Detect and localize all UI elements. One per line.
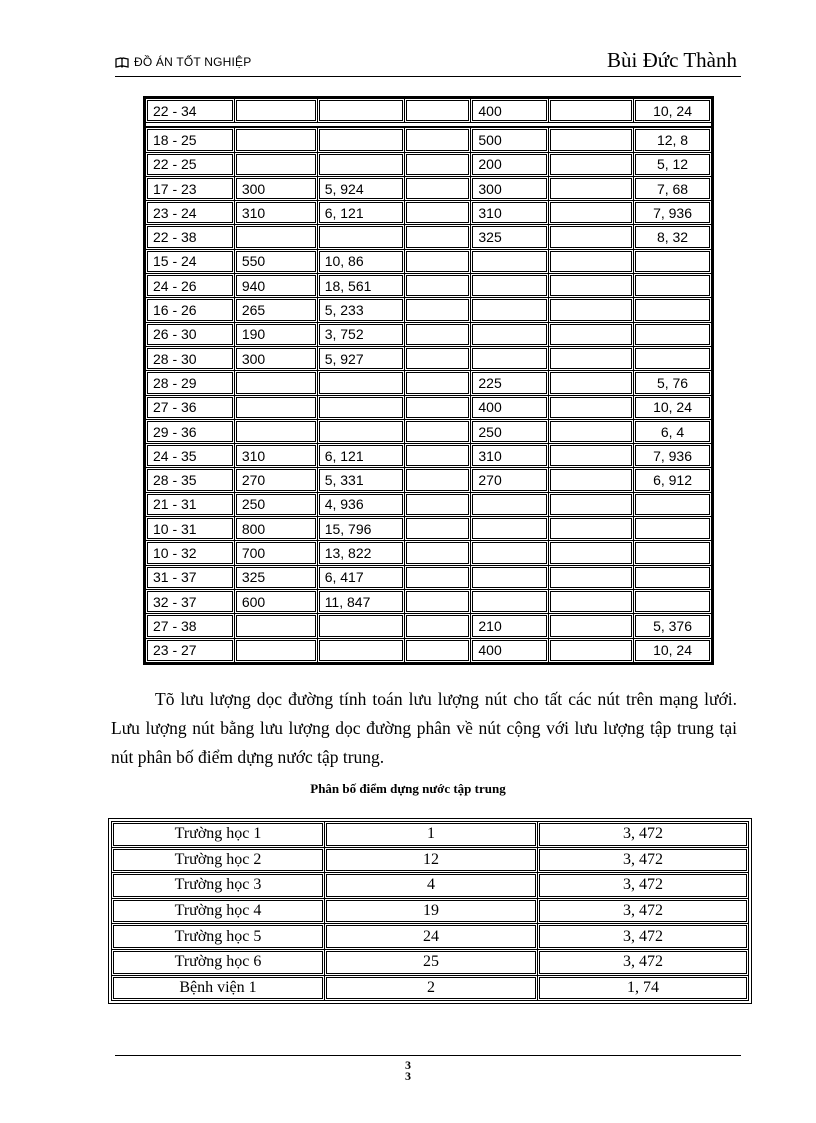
table-cell — [471, 249, 549, 273]
table-row — [146, 322, 712, 346]
concentrated-demand-table — [108, 818, 752, 1004]
table-cell — [471, 517, 549, 541]
table-cell — [404, 444, 471, 468]
table-cell — [404, 99, 471, 123]
table-cell — [634, 274, 712, 298]
table-cell — [549, 395, 634, 419]
table-cell — [549, 638, 634, 662]
page-header — [115, 48, 741, 74]
table-cell — [549, 249, 634, 273]
table-row — [112, 924, 749, 950]
table-cell: 5, 12 — [634, 152, 712, 176]
table-cell — [549, 298, 634, 322]
table-cell: 22 - 38 — [146, 225, 235, 249]
table-cell — [234, 99, 317, 123]
table-cell: 310 — [234, 444, 317, 468]
table-cell: 210 — [471, 614, 549, 638]
table-row — [146, 225, 712, 249]
table-cell — [634, 589, 712, 613]
table-cell: 8, 32 — [634, 225, 712, 249]
table-cell — [549, 589, 634, 613]
table-cell: Trường học 4 — [112, 898, 325, 924]
table-cell: 3, 472 — [538, 949, 749, 975]
table-cell: 3, 472 — [538, 847, 749, 873]
table-cell — [549, 176, 634, 200]
table-cell: 24 - 26 — [146, 274, 235, 298]
table-cell: 28 - 29 — [146, 371, 235, 395]
footer-divider — [115, 1055, 741, 1056]
table-cell — [404, 298, 471, 322]
table-cell — [404, 565, 471, 589]
table-cell: 300 — [234, 176, 317, 200]
table-cell: 3, 472 — [538, 898, 749, 924]
table-cell — [317, 152, 404, 176]
table-row — [146, 249, 712, 273]
table-cell: 400 — [471, 99, 549, 123]
table-cell — [404, 589, 471, 613]
table-cell: 25 — [325, 949, 538, 975]
table-cell: 4, 936 — [317, 492, 404, 516]
table-cell: Trường học 3 — [112, 873, 325, 899]
table-cell — [549, 419, 634, 443]
table-cell — [471, 541, 549, 565]
table-cell — [549, 322, 634, 346]
table-cell — [404, 176, 471, 200]
book-icon — [115, 57, 129, 68]
table-cell: 5, 331 — [317, 468, 404, 492]
table-cell — [471, 322, 549, 346]
table-cell — [234, 152, 317, 176]
table-cell: Trường học 5 — [112, 924, 325, 950]
table-row — [146, 638, 712, 662]
table-cell: 18 - 25 — [146, 127, 235, 152]
table-cell: Trường học 2 — [112, 847, 325, 873]
table-row — [146, 395, 712, 419]
table-cell — [471, 274, 549, 298]
table-cell: 250 — [471, 419, 549, 443]
table-cell: 10 - 31 — [146, 517, 235, 541]
table-cell — [549, 517, 634, 541]
table-cell — [549, 468, 634, 492]
table-cell: 16 - 26 — [146, 298, 235, 322]
table-cell: 7, 936 — [634, 444, 712, 468]
table-cell — [634, 541, 712, 565]
table-row — [112, 975, 749, 1001]
document-type-title: ĐỒ ÁN TỐT NGHIỆP — [134, 55, 252, 69]
table-cell: 32 - 37 — [146, 589, 235, 613]
table-cell — [471, 492, 549, 516]
table-row — [146, 274, 712, 298]
table-cell — [404, 492, 471, 516]
table-row — [146, 444, 712, 468]
table-cell: 10, 24 — [634, 638, 712, 662]
table-cell — [549, 152, 634, 176]
table-cell: 28 - 35 — [146, 468, 235, 492]
table-row — [112, 898, 749, 924]
table-row — [112, 873, 749, 899]
table-cell — [634, 249, 712, 273]
table-cell: 5, 924 — [317, 176, 404, 200]
table-cell: 10, 24 — [634, 99, 712, 123]
table-cell: 300 — [234, 346, 317, 370]
table-cell: 940 — [234, 274, 317, 298]
table-cell: 265 — [234, 298, 317, 322]
table-cell: 1, 74 — [538, 975, 749, 1001]
table-cell: 3, 472 — [538, 924, 749, 950]
table-cell: 6, 4 — [634, 419, 712, 443]
table-cell — [404, 152, 471, 176]
table-cell: 24 — [325, 924, 538, 950]
table-cell: 10, 24 — [634, 395, 712, 419]
table-row — [112, 847, 749, 873]
table-cell: 250 — [234, 492, 317, 516]
table-row — [146, 517, 712, 541]
table-cell — [404, 127, 471, 152]
table-cell: 3, 472 — [538, 822, 749, 848]
table-row — [146, 99, 712, 123]
table-cell: 15 - 24 — [146, 249, 235, 273]
table-cell — [549, 127, 634, 152]
table-row — [146, 589, 712, 613]
table-cell — [404, 225, 471, 249]
table-cell: 2 — [325, 975, 538, 1001]
table-row — [112, 949, 749, 975]
table-cell — [549, 492, 634, 516]
table-cell — [317, 395, 404, 419]
table-cell — [404, 371, 471, 395]
table-cell: 5, 927 — [317, 346, 404, 370]
table-cell: 310 — [471, 444, 549, 468]
table-cell — [549, 201, 634, 225]
table-cell — [634, 565, 712, 589]
table-cell: 6, 417 — [317, 565, 404, 589]
table-cell — [549, 346, 634, 370]
table-cell — [404, 395, 471, 419]
table-row — [146, 176, 712, 200]
table-cell: 15, 796 — [317, 517, 404, 541]
table-cell — [634, 322, 712, 346]
author-name: Bùi Đức Thành — [607, 48, 737, 72]
table-cell: 22 - 34 — [146, 99, 235, 123]
table-cell — [404, 614, 471, 638]
table-cell: 21 - 31 — [146, 492, 235, 516]
table-row — [146, 614, 712, 638]
table-cell — [549, 274, 634, 298]
table-cell: Trường học 1 — [112, 822, 325, 848]
table-cell — [549, 371, 634, 395]
table-cell: 12 — [325, 847, 538, 873]
table-row — [146, 468, 712, 492]
table-cell — [234, 371, 317, 395]
table-row — [146, 346, 712, 370]
table-cell: 7, 68 — [634, 176, 712, 200]
table-cell: 18, 561 — [317, 274, 404, 298]
table-row — [146, 152, 712, 176]
table-cell: 22 - 25 — [146, 152, 235, 176]
table-cell: 23 - 27 — [146, 638, 235, 662]
table-cell — [471, 298, 549, 322]
table-cell — [317, 127, 404, 152]
table-cell — [549, 444, 634, 468]
table-cell: 19 — [325, 898, 538, 924]
table-cell — [404, 249, 471, 273]
table-cell — [234, 395, 317, 419]
table-cell — [404, 201, 471, 225]
body-paragraph — [111, 685, 737, 772]
table-cell: 400 — [471, 395, 549, 419]
table-cell: 27 - 36 — [146, 395, 235, 419]
table-cell — [234, 614, 317, 638]
table-cell: 23 - 24 — [146, 201, 235, 225]
header-divider — [115, 76, 741, 77]
table-cell — [404, 541, 471, 565]
table-row — [146, 565, 712, 589]
table-cell — [404, 322, 471, 346]
table-cell: 10, 86 — [317, 249, 404, 273]
table-cell: 5, 76 — [634, 371, 712, 395]
table-cell — [549, 541, 634, 565]
table-row — [146, 298, 712, 322]
table-cell: 10 - 32 — [146, 541, 235, 565]
table-cell: 200 — [471, 152, 549, 176]
table-cell: 6, 121 — [317, 201, 404, 225]
table-cell — [634, 346, 712, 370]
table-cell — [471, 589, 549, 613]
table-cell: 24 - 35 — [146, 444, 235, 468]
table-cell: 325 — [234, 565, 317, 589]
table-cell: 225 — [471, 371, 549, 395]
table-cell — [234, 638, 317, 662]
table-cell: 17 - 23 — [146, 176, 235, 200]
table-cell: 500 — [471, 127, 549, 152]
table-cell — [634, 298, 712, 322]
table-cell: Trường học 6 — [112, 949, 325, 975]
table-cell: 28 - 30 — [146, 346, 235, 370]
table-cell — [317, 225, 404, 249]
table-cell: 7, 936 — [634, 201, 712, 225]
table-cell — [404, 468, 471, 492]
table-cell: 310 — [471, 201, 549, 225]
table-cell — [549, 614, 634, 638]
table-cell: 26 - 30 — [146, 322, 235, 346]
table-row — [146, 371, 712, 395]
table-cell: 31 - 37 — [146, 565, 235, 589]
table-cell: 11, 847 — [317, 589, 404, 613]
flow-table — [143, 96, 714, 665]
table-cell: 800 — [234, 517, 317, 541]
table-cell: 1 — [325, 822, 538, 848]
table-cell — [549, 565, 634, 589]
table-cell: 29 - 36 — [146, 419, 235, 443]
table-cell — [317, 614, 404, 638]
table-cell — [234, 225, 317, 249]
table-cell — [404, 274, 471, 298]
table-cell — [471, 565, 549, 589]
table-cell: 6, 912 — [634, 468, 712, 492]
table-cell: Bệnh viện 1 — [112, 975, 325, 1001]
table-cell — [234, 127, 317, 152]
table-cell: 190 — [234, 322, 317, 346]
table-cell: 13, 822 — [317, 541, 404, 565]
paragraph-text: Tõ lưu lượng dọc đường tính toán lưu lượng nút cho tất các nút trên mạng lưới. Lưu lượng nút bằng lưu lượng dọc đường phân về nút cộng với lưu lượng tập trung tại nút phân bố điểm dựng nước tập trung. — [111, 689, 737, 767]
table-cell: 325 — [471, 225, 549, 249]
table-cell — [404, 346, 471, 370]
table-cell — [634, 517, 712, 541]
table-cell — [404, 638, 471, 662]
table-cell — [317, 638, 404, 662]
table-cell — [549, 99, 634, 123]
table-cell — [317, 419, 404, 443]
table-cell — [549, 225, 634, 249]
table-cell: 550 — [234, 249, 317, 273]
table-cell: 5, 376 — [634, 614, 712, 638]
table-row — [146, 492, 712, 516]
table-cell: 270 — [234, 468, 317, 492]
table-row — [146, 201, 712, 225]
table-cell — [471, 346, 549, 370]
table-cell — [404, 419, 471, 443]
table-cell — [317, 99, 404, 123]
table-row — [112, 822, 749, 848]
table-cell: 600 — [234, 589, 317, 613]
table-row — [146, 541, 712, 565]
header-left — [115, 55, 251, 69]
table-row — [146, 127, 712, 152]
table-cell: 700 — [234, 541, 317, 565]
table-cell: 270 — [471, 468, 549, 492]
table-row — [146, 419, 712, 443]
page-number-top: 3 — [405, 1058, 411, 1072]
table-cell — [404, 517, 471, 541]
table-cell: 300 — [471, 176, 549, 200]
table-cell: 310 — [234, 201, 317, 225]
table-cell: 3, 472 — [538, 873, 749, 899]
table-cell — [234, 419, 317, 443]
table-cell: 4 — [325, 873, 538, 899]
table-cell: 5, 233 — [317, 298, 404, 322]
table-cell: 3, 752 — [317, 322, 404, 346]
table-cell: 6, 121 — [317, 444, 404, 468]
table-cell: 12, 8 — [634, 127, 712, 152]
table-cell: 400 — [471, 638, 549, 662]
page-number-bottom: 3 — [405, 1069, 411, 1083]
table-cell — [634, 492, 712, 516]
table-caption: Phân bố điểm dựng nước tập trung — [310, 781, 506, 796]
table-cell: 27 - 38 — [146, 614, 235, 638]
page-number — [0, 1060, 816, 1082]
table-cell — [317, 371, 404, 395]
